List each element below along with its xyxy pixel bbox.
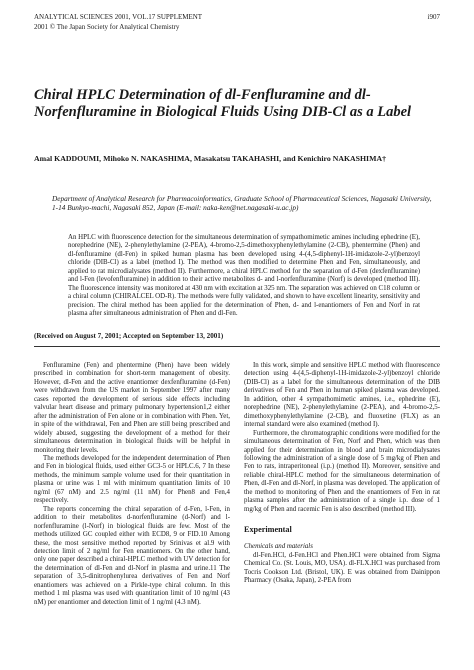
body-paragraph: Fenfluramine (Fen) and phentermine (Phen) have been widely prescribed in combination for short-term management of obesity. However, dl-Fen and the active enantiomer dexfenfluramine (d-Fen) were withdrawn from the US market in September 1997 after many cases reported the development of serious side effects including valvular heart disease and primary pulmonary hypertension1,2 either after the administration of Fen alone or in combination with Phen. Yet, in spite of the withdrawal, Fen and Phen are still being prescribed and widely abused, suggesting the development of a method for their simultaneous determination in biological fluids will be helpful in monitoring their levels. xyxy=(34,362,230,454)
body-paragraph: The reports concerning the chiral separation of d-Fen, l-Fen, in addition to their metabolites d-norfenfluramine (d-Norf) and l-norfenfluramine (l-Norf) in biological fluids are few. Most of the methods utilized GC coupled either with ECD8, 9 or FID.10 Among these, the most sensitive method reported by Srinivas et al.9 with detection limit of 2 ng/ml for Fen enantiomers. On the other hand, only one paper described a chiral-HPLC method with UV detection for the determination of dl-Fen and dl-Norf in plasma and urine.11 The separation of 3,5-dinitrophenylurea derivatives of Fen and Norf enantiomers was achieved on a Pirkle-type chiral column. In this method 1 ml plasma was used with quantitation limit of 10 ng/ml (43 nM) per enantiomer and detection limit of 1 ng/ml (4.3 nM). xyxy=(34,505,230,606)
body-paragraph: The methods developed for the independent determination of Phen and Fen in biological fluids, used either GC3-5 or HPLC.6, 7 In these methods, the minimum sample volume used for their quantitation in plasma or urine was 1 ml with minimum quantitation limits of 10 ng/ml (67 nM) and 2.5 ng/ml (11 nM) for Phen8 and Fen,4 respectively. xyxy=(34,454,230,505)
journal-header-line: ANALYTICAL SCIENCES 2001, VOL.17 SUPPLEMENT xyxy=(34,13,203,21)
abstract: An HPLC with fluorescence detection for the simultaneous determination of sympathomimetic amines including ephedrine (E), norephedrine (NE), 2-phenylethylamine (2-PEA), 4-bromo-2,5-dimethoxyphenylethylamine (2-CB), phentermine (Phen) and dl-fenfluramine (dl-Fen) in spiked human plasma has been developed using 4-(4,5-diphenyl-1H-imidazole-2-yl)benzoyl chloride (DIB-Cl) as a label (method I). The method was then modified to determine Phen and Fen, simultaneously, and applied to rat microdialysates (method II). Furthermore, a chiral HPLC method for the separation of d-Fen (dexfenfluramine) and l-Fen (levofenfluramine) in addition to their active metabolites d- and l-norfenfluramine (Norf) is developed (method III). The fluorescence intensity was monitored at 430 nm with excitation at 325 nm. The separation was achieved on C18 column or a chiral column (CHIRALCEL OD-R). The methods were fully validated, and shown to have excellent linearity, sensitivity and precision. The chiral method has been applied for the determination of Phen, d- and l-enantiomers of Fen and Norf in rat plasma after simultaneous administration of Phen and dl-Fen. xyxy=(68,234,420,318)
divider-rule xyxy=(34,346,440,347)
body-paragraph: Furthermore, the chromatographic conditions were modified for the simultaneous determination of Fen, Norf and Phen, which was then applied for their determination in blood and brain microdialysates following the administration of a single dose of 5 mg/kg of Phen and Fen to rats, intraperitoneal (i.p.) (method II). Moreover, sensitive and reliable chiral-HPLC method for the simultaneous determination of Phen, dl-Fen and dl-Norf, in plasma was developed. The application of the method to monitoring of Phen and the enantiomers of Fen in rat plasma samples after the administration of a single i.p. dose of 1 mg/kg of Phen and racemic Fen is also described (method III). xyxy=(244,429,440,513)
authors: Amal KADDOUMI, Mihoko N. NAKASHIMA, Masakatsu TAKAHASHI, and Kenichiro NAKASHIMA† xyxy=(34,154,386,163)
page-number: i907 xyxy=(427,13,440,21)
affiliation: Department of Analytical Research for Pharmacoinformatics, Graduate School of Pharmaceutical Sciences, Nagasaki University, 1-14 Bunkyo-machi, Nagasaki 852, Japan (E-mail: naka-ken@net.nagasaki-u.ac.jp) xyxy=(52,194,432,213)
body-paragraph: dl-Fen.HCl, d-Fen.HCl and Phen.HCl were obtained from Sigma Chemical Co. (St. Louis, MO, USA). dl-FLX.HCl was purchased from Tocris Cookson Ltd. (Bristol, UK). E was obtained from Dainippon Pharmacy (Osaka, Japan), 2-PEA from xyxy=(244,551,440,584)
copyright-line: 2001 © The Japan Society for Analytical Chemistry xyxy=(34,23,180,31)
body-paragraph: In this work, simple and sensitive HPLC method with fluorescence detection using 4-(4,5-diphenyl-1H-imidazole-2-yl)benzoyl chloride (DIB-Cl) as a label for the simultaneous determination of the DIB derivatives of Fen and Phen in human spiked plasma was developed. In addition, other 4 sympathomimetic amines, i.e., ephedrine (E), norephedrine (NE), 2-phenylethylamine (2-PEA), and 4-bromo-2,5-dimethoxyphenylethylamine (2-CB), and fluoxetine (FLX) as an internal standard were also examined (method I). xyxy=(244,362,440,429)
section-heading-experimental: Experimental xyxy=(244,525,292,535)
right-column xyxy=(244,362,440,585)
left-column xyxy=(34,362,230,607)
paper-title: Chiral HPLC Determination of dl-Fenfluramine and dl-Norfenfluramine in Biological Fluids Using DIB-Cl as a Label xyxy=(34,87,412,120)
subsection-heading: Chemicals and materials xyxy=(244,543,313,551)
received-line: (Received on August 7, 2001; Accepted on September 13, 2001) xyxy=(34,332,224,340)
